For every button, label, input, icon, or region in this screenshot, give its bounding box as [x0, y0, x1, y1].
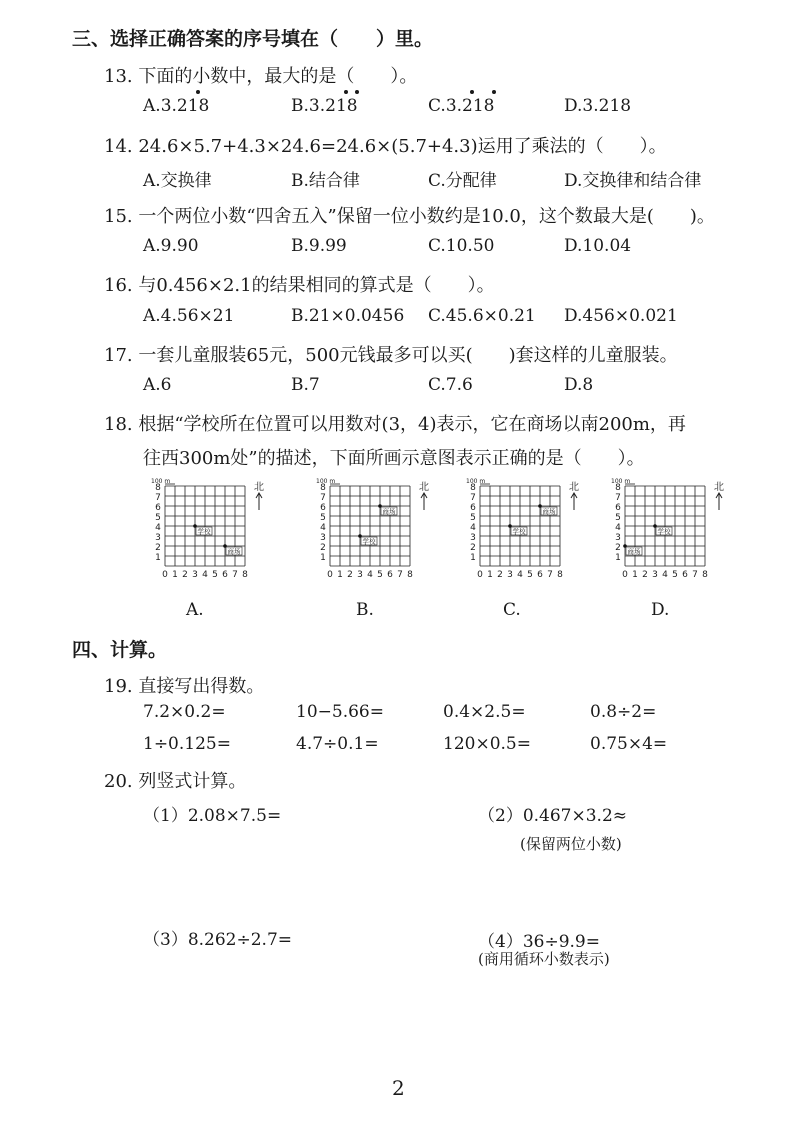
y-tick-label: 7: [320, 493, 326, 503]
q19-item: 0.8÷2=: [590, 702, 657, 722]
x-tick-label: 3: [357, 570, 363, 580]
x-tick-label: 0: [327, 570, 333, 580]
question-13-stem: 13. 下面的小数中，最大的是（ ）。: [104, 66, 418, 87]
x-tick-label: 5: [672, 570, 678, 580]
x-tick-label: 5: [212, 570, 218, 580]
y-tick-label: 4: [470, 523, 476, 533]
y-tick-label: 4: [320, 523, 326, 533]
x-tick-label: 4: [517, 570, 523, 580]
y-tick-label: 6: [155, 503, 161, 513]
x-tick-label: 1: [632, 570, 638, 580]
x-tick-label: 2: [182, 570, 188, 580]
question-20-stem: 20. 列竖式计算。: [104, 771, 247, 792]
y-tick-label: 8: [615, 483, 621, 493]
y-tick-label: 1: [320, 553, 326, 563]
q13-option-c-number: 3.218: [445, 96, 495, 116]
x-tick-label: 7: [692, 570, 698, 580]
q20-part-4-note: (商用循环小数表示): [478, 950, 610, 968]
x-tick-label: 0: [477, 570, 483, 580]
coordinate-grid-b: [308, 478, 433, 590]
q19-item: 120×0.5=: [443, 734, 531, 754]
question-18-stem-line1: 18. 根据“学校所在位置可以用数对(3，4)表示，它在商场以南200m，再: [104, 414, 686, 435]
y-tick-label: 2: [470, 543, 476, 553]
y-tick-label: 2: [615, 543, 621, 553]
x-tick-label: 2: [347, 570, 353, 580]
x-tick-label: 8: [557, 570, 563, 580]
coordinate-grid-a: [143, 478, 268, 590]
q17-option-b[interactable]: B.7: [291, 375, 320, 395]
q14-option-c[interactable]: C.分配律: [428, 171, 497, 191]
scale-label: 100 m: [466, 478, 486, 485]
y-tick-label: 6: [320, 503, 326, 513]
q15-option-d[interactable]: D.10.04: [564, 236, 632, 256]
q13-option-b-prefix: B.: [291, 96, 309, 116]
q16-option-c[interactable]: C.45.6×0.21: [428, 306, 536, 326]
q13-option-b[interactable]: [291, 96, 358, 116]
grid-option-label[interactable]: A.: [186, 600, 204, 620]
q13-option-a-number: 3.218: [160, 96, 210, 116]
north-label: 北: [714, 482, 724, 493]
q17-option-a[interactable]: A.6: [143, 375, 172, 395]
x-tick-label: 6: [222, 570, 228, 580]
q19-item: 1÷0.125=: [143, 734, 231, 754]
x-tick-label: 5: [527, 570, 533, 580]
north-label: 北: [569, 482, 579, 493]
repeat-dot: [355, 90, 359, 94]
section-4-title: 四、计算。: [72, 639, 168, 661]
x-tick-label: 5: [377, 570, 383, 580]
x-tick-label: 0: [162, 570, 168, 580]
y-tick-label: 2: [320, 543, 326, 553]
y-tick-label: 7: [470, 493, 476, 503]
q19-item: 10−5.66=: [296, 702, 384, 722]
x-tick-label: 0: [622, 570, 628, 580]
y-tick-label: 4: [155, 523, 161, 533]
question-16-stem: 16. 与0.456×2.1的结果相同的算式是（ ）。: [104, 275, 495, 296]
mall-label: 商场: [227, 547, 241, 556]
x-tick-label: 4: [367, 570, 373, 580]
question-15-stem: 15. 一个两位小数“四舍五入”保留一位小数约是10.0，这个数最大是( )。: [104, 206, 715, 227]
x-tick-label: 1: [172, 570, 178, 580]
y-tick-label: 7: [615, 493, 621, 503]
school-label: 学校: [657, 527, 671, 536]
q13-option-b-number: 3.218: [308, 96, 358, 116]
y-tick-label: 8: [470, 483, 476, 493]
y-tick-label: 5: [470, 513, 476, 523]
x-tick-label: 1: [337, 570, 343, 580]
grid-option-label[interactable]: B.: [356, 600, 374, 620]
x-tick-label: 7: [547, 570, 553, 580]
repeat-dot: [492, 90, 496, 94]
x-tick-label: 4: [662, 570, 668, 580]
coordinate-grid-d: [603, 478, 728, 590]
x-tick-label: 7: [397, 570, 403, 580]
q13-option-a[interactable]: [143, 96, 209, 116]
north-label: 北: [419, 482, 429, 493]
question-14-stem: 14. 24.6×5.7+4.3×24.6=24.6×(5.7+4.3)运用了乘法的（ ）。: [104, 136, 667, 157]
question-18-stem-line2: 往西300m处”的描述，下面所画示意图表示正确的是（ ）。: [143, 448, 645, 469]
q20-part-3: （3）8.262÷2.7=: [143, 930, 293, 950]
y-tick-label: 6: [470, 503, 476, 513]
q13-option-a-prefix: A.: [143, 96, 161, 116]
mall-label: 商场: [382, 507, 396, 516]
y-tick-label: 3: [155, 533, 161, 543]
x-tick-label: 8: [702, 570, 708, 580]
x-tick-label: 4: [202, 570, 208, 580]
x-tick-label: 8: [407, 570, 413, 580]
school-label: 学校: [512, 527, 526, 536]
q19-item: 0.75×4=: [590, 734, 668, 754]
y-tick-label: 3: [470, 533, 476, 543]
repeat-dot: [470, 90, 474, 94]
q19-item: 7.2×0.2=: [143, 702, 226, 722]
x-tick-label: 1: [487, 570, 493, 580]
q14-option-b[interactable]: B.结合律: [291, 171, 360, 191]
y-tick-label: 7: [155, 493, 161, 503]
q17-option-d[interactable]: D.8: [564, 375, 594, 395]
x-tick-label: 7: [232, 570, 238, 580]
q13-option-c[interactable]: [428, 96, 494, 116]
y-tick-label: 1: [155, 553, 161, 563]
grid-option-label[interactable]: D.: [651, 600, 670, 620]
x-tick-label: 8: [242, 570, 248, 580]
repeat-dot: [344, 90, 348, 94]
q20-part-4: （4）36÷9.9=: [478, 932, 600, 952]
q13-option-d[interactable]: D.3.218: [564, 96, 632, 116]
scale-label: 100 m: [611, 478, 631, 485]
q19-item: 4.7÷0.1=: [296, 734, 379, 754]
y-tick-label: 8: [155, 483, 161, 493]
x-tick-label: 3: [192, 570, 198, 580]
q14-option-d[interactable]: D.交换律和结合律: [564, 171, 702, 191]
x-tick-label: 6: [682, 570, 688, 580]
page-number: 2: [392, 1076, 405, 1100]
q16-option-a[interactable]: A.4.56×21: [143, 306, 235, 326]
q16-option-b[interactable]: B.21×0.0456: [291, 306, 405, 326]
section-3-title: 三、选择正确答案的序号填在（ ）里。: [72, 28, 434, 50]
x-tick-label: 3: [507, 570, 513, 580]
q20-part-2: （2）0.467×3.2≈: [478, 806, 628, 826]
mall-label: 商场: [627, 547, 641, 556]
q17-option-c[interactable]: C.7.6: [428, 375, 473, 395]
x-tick-label: 2: [642, 570, 648, 580]
coordinate-grid-c: [458, 478, 583, 590]
q13-option-c-prefix: C.: [428, 96, 446, 116]
x-tick-label: 6: [537, 570, 543, 580]
y-tick-label: 5: [320, 513, 326, 523]
question-17-stem: 17. 一套儿童服装65元，500元钱最多可以买( )套这样的儿童服装。: [104, 345, 678, 366]
school-label: 学校: [197, 527, 211, 536]
y-tick-label: 3: [615, 533, 621, 543]
school-label: 学校: [362, 537, 376, 546]
scale-label: 100 m: [316, 478, 336, 485]
y-tick-label: 2: [155, 543, 161, 553]
y-tick-label: 4: [615, 523, 621, 533]
mall-label: 商场: [542, 507, 556, 516]
q20-part-2-note: (保留两位小数): [520, 835, 622, 853]
north-label: 北: [254, 482, 264, 493]
scale-label: 100 m: [151, 478, 171, 485]
y-tick-label: 6: [615, 503, 621, 513]
y-tick-label: 3: [320, 533, 326, 543]
grid-option-label[interactable]: C.: [503, 600, 521, 620]
y-tick-label: 1: [470, 553, 476, 563]
question-19-stem: 19. 直接写出得数。: [104, 676, 265, 697]
x-tick-label: 3: [652, 570, 658, 580]
q15-option-c[interactable]: C.10.50: [428, 236, 495, 256]
repeat-dot: [196, 90, 200, 94]
y-tick-label: 8: [320, 483, 326, 493]
y-tick-label: 5: [615, 513, 621, 523]
q15-option-b[interactable]: B.9.99: [291, 236, 347, 256]
q16-option-d[interactable]: D.456×0.021: [564, 306, 678, 326]
q19-item: 0.4×2.5=: [443, 702, 526, 722]
x-tick-label: 6: [387, 570, 393, 580]
q14-option-a[interactable]: A.交换律: [143, 171, 212, 191]
y-tick-label: 1: [615, 553, 621, 563]
q15-option-a[interactable]: A.9.90: [143, 236, 199, 256]
q20-part-1: （1）2.08×7.5=: [143, 806, 282, 826]
y-tick-label: 5: [155, 513, 161, 523]
x-tick-label: 2: [497, 570, 503, 580]
